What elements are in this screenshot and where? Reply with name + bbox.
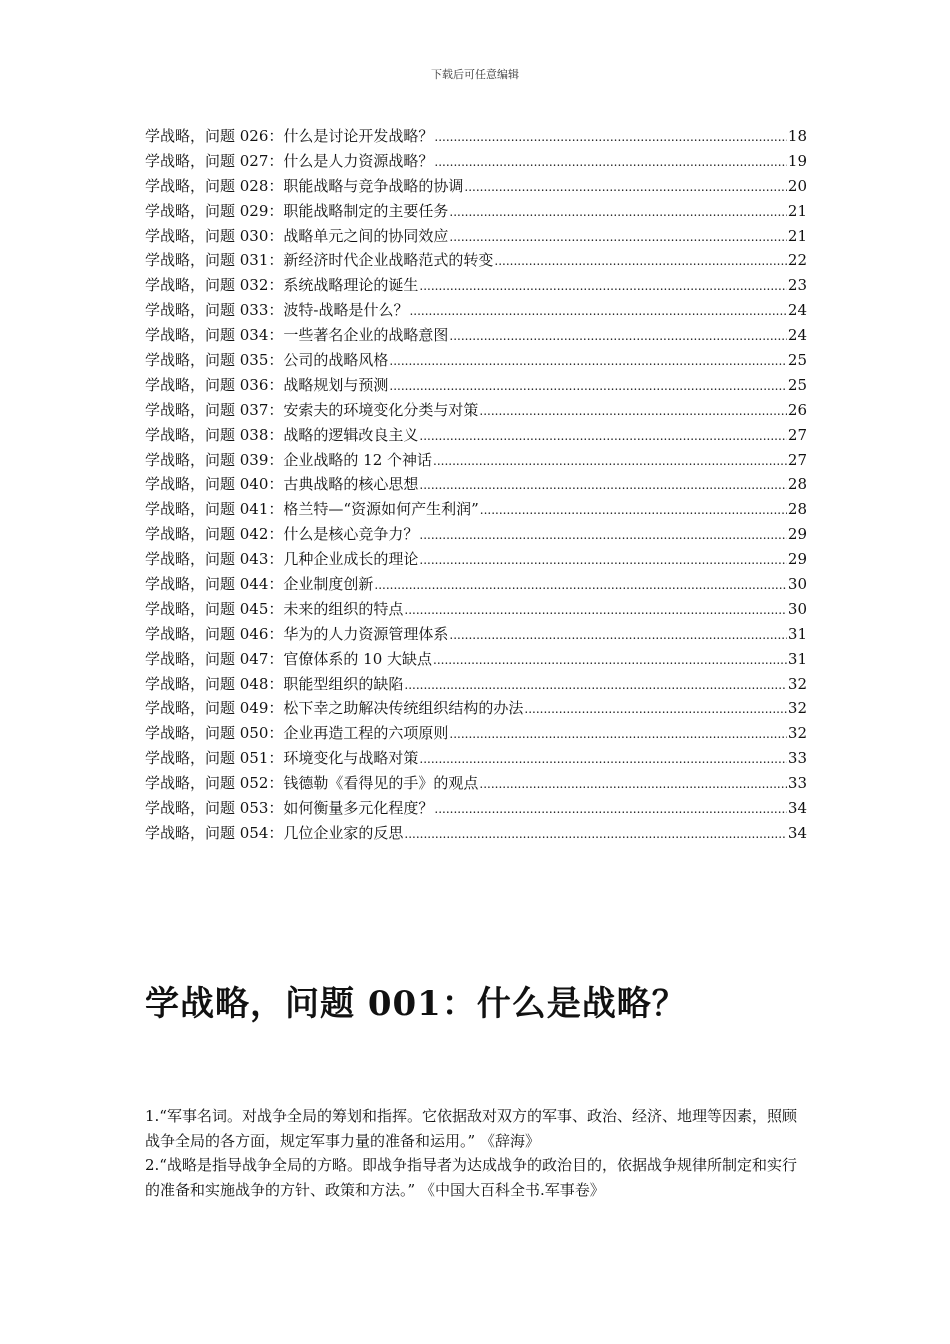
toc-entry-title: 学战略，问题 033：波特-战略是什么？ [145, 301, 409, 320]
toc-entry-title: 学战略，问题 032：系统战略理论的诞生 [145, 276, 419, 295]
toc-entry[interactable] [145, 696, 807, 721]
toc-entry[interactable] [145, 497, 807, 522]
toc-entry[interactable] [145, 572, 807, 597]
toc-entry-page-number: 34 [787, 799, 807, 818]
toc-dot-leader [479, 399, 787, 424]
toc-entry-page-number: 31 [787, 624, 807, 643]
toc-entry-title: 学战略，问题 035：公司的战略风格 [145, 351, 389, 370]
toc-dot-leader [374, 573, 787, 598]
section-body [145, 1104, 809, 1202]
toc-entry-title: 学战略，问题 044：企业制度创新 [145, 575, 374, 594]
toc-dot-leader [419, 274, 787, 299]
toc-entry-page-number: 21 [787, 226, 807, 245]
toc-entry-title: 学战略，问题 043：几种企业成长的理论 [145, 550, 419, 569]
toc-dot-leader [494, 249, 787, 274]
toc-entry-title: 学战略，问题 031：新经济时代企业战略范式的转变 [145, 251, 494, 270]
toc-entry[interactable] [145, 248, 807, 273]
toc-entry-title: 学战略，问题 052：钱德勒《看得见的手》的观点 [145, 774, 479, 793]
toc-entry[interactable] [145, 298, 807, 323]
toc-entry-title: 学战略，问题 030：战略单元之间的协同效应 [145, 226, 449, 245]
toc-entry-title: 学战略，问题 049：松下幸之助解决传统组织结构的办法 [145, 699, 524, 718]
toc-entry[interactable] [145, 721, 807, 746]
toc-entry-page-number: 32 [787, 674, 807, 693]
toc-entry-page-number: 24 [787, 326, 807, 345]
toc-entry[interactable] [145, 472, 807, 497]
toc-entry-title: 学战略，问题 054：几位企业家的反思 [145, 823, 404, 842]
toc-entry-page-number: 21 [787, 201, 807, 220]
toc-entry-page-number: 18 [787, 127, 807, 145]
toc-entry-page-number: 25 [787, 351, 807, 370]
toc-dot-leader [434, 150, 787, 175]
toc-entry[interactable] [145, 199, 807, 224]
toc-dot-leader [449, 722, 787, 747]
toc-entry[interactable] [145, 373, 807, 398]
toc-entry[interactable] [145, 622, 807, 647]
toc-dot-leader [404, 598, 787, 623]
toc-entry[interactable] [145, 647, 807, 672]
toc-entry[interactable] [145, 597, 807, 622]
toc-entry-page-number: 19 [787, 151, 807, 170]
toc-entry[interactable] [145, 224, 807, 249]
toc-entry-title: 学战略，问题 039：企业战略的 12 个神话 [145, 450, 433, 469]
toc-entry-page-number: 31 [787, 649, 807, 668]
toc-dot-leader [389, 374, 787, 399]
toc-entry[interactable] [145, 547, 807, 572]
toc-entry-page-number: 30 [787, 599, 807, 618]
toc-entry-page-number: 29 [787, 525, 807, 544]
toc-entry[interactable] [145, 448, 807, 473]
toc-entry[interactable] [145, 348, 807, 373]
toc-entry[interactable] [145, 124, 807, 149]
toc-entry[interactable] [145, 746, 807, 771]
toc-dot-leader [449, 324, 787, 349]
toc-entry-page-number: 32 [787, 699, 807, 718]
toc-entry[interactable] [145, 672, 807, 697]
toc-dot-leader [480, 498, 787, 523]
toc-entry-page-number: 29 [787, 550, 807, 569]
toc-dot-leader [449, 200, 787, 225]
toc-entry-title: 学战略，问题 045：未来的组织的特点 [145, 599, 404, 618]
toc-entry-title: 学战略，问题 042：什么是核心竞争力？ [145, 525, 419, 544]
toc-entry-title: 学战略，问题 027：什么是人力资源战略？ [145, 151, 434, 170]
toc-entry[interactable] [145, 423, 807, 448]
toc-entry-page-number: 26 [787, 400, 807, 419]
toc-entry-page-number: 32 [787, 724, 807, 743]
toc-entry-title: 学战略，问题 053：如何衡量多元化程度？ [145, 799, 434, 818]
toc-dot-leader [433, 449, 787, 474]
toc-dot-leader [464, 175, 787, 200]
toc-dot-leader [419, 473, 787, 498]
page-header-note: 下载后可任意编辑 [431, 68, 519, 81]
toc-dot-leader [449, 225, 787, 250]
toc-entry-page-number: 27 [787, 450, 807, 469]
toc-dot-leader [419, 548, 787, 573]
toc-entry-title: 学战略，问题 048：职能型组织的缺陷 [145, 674, 404, 693]
toc-dot-leader [449, 623, 787, 648]
toc-dot-leader [433, 648, 787, 673]
toc-dot-leader [524, 697, 787, 722]
toc-dot-leader [389, 349, 787, 374]
toc-entry[interactable] [145, 149, 807, 174]
toc-entry-title: 学战略，问题 037：安索夫的环境变化分类与对策 [145, 400, 479, 419]
toc-entry-title: 学战略，问题 040：古典战略的核心思想 [145, 475, 419, 494]
toc-entry-page-number: 28 [787, 500, 807, 519]
toc-entry-title: 学战略，问题 051：环境变化与战略对策 [145, 749, 419, 768]
toc-entry-page-number: 28 [787, 475, 807, 494]
toc-entry-page-number: 27 [787, 425, 807, 444]
toc-entry-page-number: 20 [787, 176, 807, 195]
toc-entry[interactable] [145, 522, 807, 547]
toc-entry-title: 学战略，问题 038：战略的逻辑改良主义 [145, 425, 419, 444]
toc-entry-page-number: 34 [787, 823, 807, 842]
toc-entry[interactable] [145, 398, 807, 423]
toc-dot-leader [419, 747, 787, 772]
toc-dot-leader [404, 673, 787, 698]
toc-entry-page-number: 30 [787, 575, 807, 594]
toc-dot-leader [409, 299, 786, 324]
toc-entry[interactable] [145, 273, 807, 298]
toc-dot-leader [404, 822, 787, 847]
toc-entry[interactable] [145, 821, 807, 846]
toc-entry-title: 学战略，问题 047：官僚体系的 10 大缺点 [145, 649, 433, 668]
toc-dot-leader [434, 125, 787, 150]
body-paragraph-1: 1.“军事名词。对战争全局的筹划和指挥。它依据敌对双方的军事、政治、经济、地理等因素，照顾战争全局的各方面，规定军事力量的准备和运用。” 《辞海》 [145, 1107, 797, 1150]
toc-entry[interactable] [145, 323, 807, 348]
toc-entry-page-number: 24 [787, 301, 807, 320]
toc-entry[interactable] [145, 174, 807, 199]
toc-entry-title: 学战略，问题 026：什么是讨论开发战略？ [145, 127, 434, 145]
section-heading: 学战略，问题 001：什么是战略？ [145, 984, 687, 1024]
toc-entry[interactable] [145, 771, 807, 796]
toc-dot-leader [479, 772, 787, 797]
body-paragraph-2: 2.“战略是指导战争全局的方略。即战争指导者为达成战争的政治目的，依据战争规律所制定和实行的准备和实施战争的方针、政策和方法。” 《中国大百科全书.军事卷》 [145, 1156, 797, 1199]
toc-entry-page-number: 25 [787, 375, 807, 394]
toc-entry-page-number: 22 [787, 251, 807, 270]
toc-entry-title: 学战略，问题 036：战略规划与预测 [145, 375, 389, 394]
toc-entry-title: 学战略，问题 028：职能战略与竞争战略的协调 [145, 176, 464, 195]
toc-dot-leader [419, 523, 787, 548]
toc-entry-title: 学战略，问题 046：华为的人力资源管理体系 [145, 624, 449, 643]
toc-entry[interactable] [145, 796, 807, 821]
toc-entry-page-number: 23 [787, 276, 807, 295]
table-of-contents [145, 124, 807, 846]
toc-dot-leader [419, 424, 787, 449]
toc-entry-title: 学战略，问题 041：格兰特—“资源如何产生利润” [145, 500, 479, 519]
toc-entry-page-number: 33 [787, 774, 807, 793]
toc-dot-leader [434, 797, 787, 822]
toc-entry-page-number: 33 [787, 749, 807, 768]
toc-entry-title: 学战略，问题 050：企业再造工程的六项原则 [145, 724, 449, 743]
toc-entry-title: 学战略，问题 034：一些著名企业的战略意图 [145, 326, 449, 345]
toc-entry-title: 学战略，问题 029：职能战略制定的主要任务 [145, 201, 449, 220]
